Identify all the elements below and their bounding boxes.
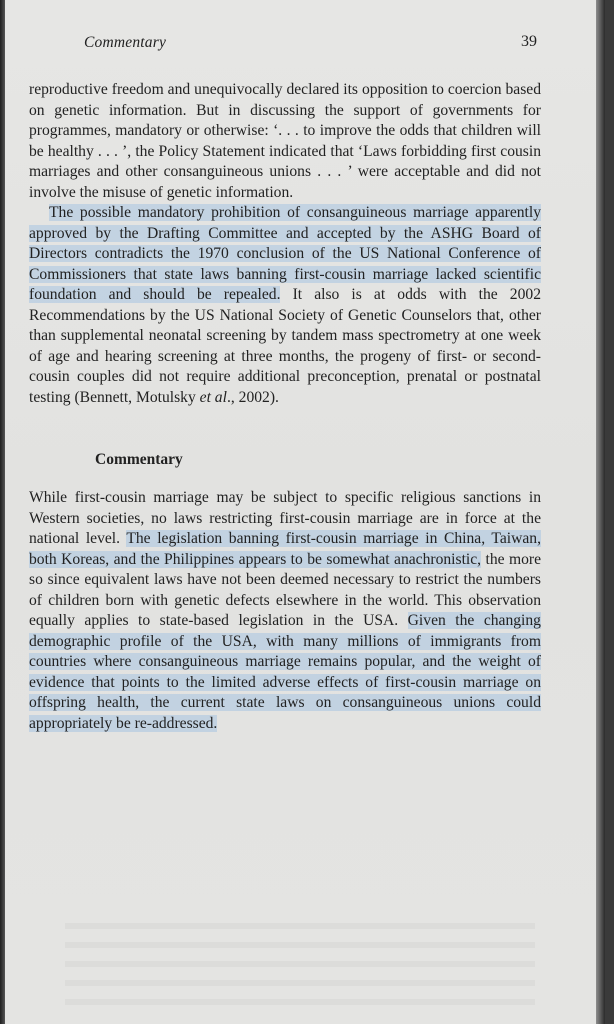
book-page: [5, 0, 605, 1024]
highlighted-passage-1: The possible mandatory prohibition of consanguineous marriage apparently approved by the Drafting Committee and accepted by the ASHG Board of Directors contradicts the 1970 conclusion of the US National Conference of Commissioners that state laws banning first-cousin marriage lacked scientific foundation and should be repealed.: [29, 204, 541, 303]
page-number: 39: [521, 33, 537, 50]
highlighted-passage-2: The legislation banning first-cousin marriage in China, Taiwan, both Koreas, and the Philippines appears to be somewhat anachronistic,: [29, 530, 541, 568]
paragraph-1: reproductive freedom and unequivocally declared its opposition to coercion based on genetic information. But in discussing the support of governments for programmes, mandatory or otherwise: ‘. . . to improve the odds that children will be healthy . . . ’, the Policy Statement indicated that ‘Laws forbidding first cousin marriages and other consanguineous unions . . . ’ were acceptable and did not involve the misuse of genetic information.: [29, 81, 541, 201]
paragraph-2: [29, 203, 541, 408]
book-edge-right: [596, 0, 605, 1024]
running-head: Commentary: [84, 34, 167, 51]
body-text-top: [29, 80, 541, 408]
highlighted-passage-3: Given the changing demographic profile of the USA, with many millions of immigrants from countries where consanguineous marriage remains popular, and the weight of evidence that points to the limited adverse effects of first-cousin marriage on offspring health, the current state laws on consanguineous unions could appropriately be re-addressed.: [29, 612, 541, 732]
paragraph-3-start: While first-cousin marriage may be subject to specific religious sanctions in Western societies, no laws restricting first-cousin marriage are in force at the national level.: [29, 489, 541, 547]
paragraph-2-end: ., 2002).: [226, 388, 279, 406]
body-text-bottom: [29, 488, 541, 734]
show-through-text: [65, 910, 535, 1010]
paragraph-2-italic: et al: [199, 388, 227, 406]
paragraph-3-middle: the more so since equivalent laws have not been deemed necessary to restrict the numbers of children born with genetic defects elsewhere in the world. This observation equally applies to state-based legislation in the USA.: [29, 550, 541, 629]
paragraph-3: [29, 488, 541, 734]
paragraph-2-rest: It also is at odds with the 2002 Recommendations by the US National Society of Genetic Counselors that, other than supplemental neonatal screening by tandem mass spectrometry at one week of age and hearing screening at three months, the progeny of first- or second-cousin couples did not require additional preconception, prenatal or postnatal testing (Bennett, Motulsky: [29, 286, 541, 406]
section-heading: Commentary: [95, 451, 183, 468]
